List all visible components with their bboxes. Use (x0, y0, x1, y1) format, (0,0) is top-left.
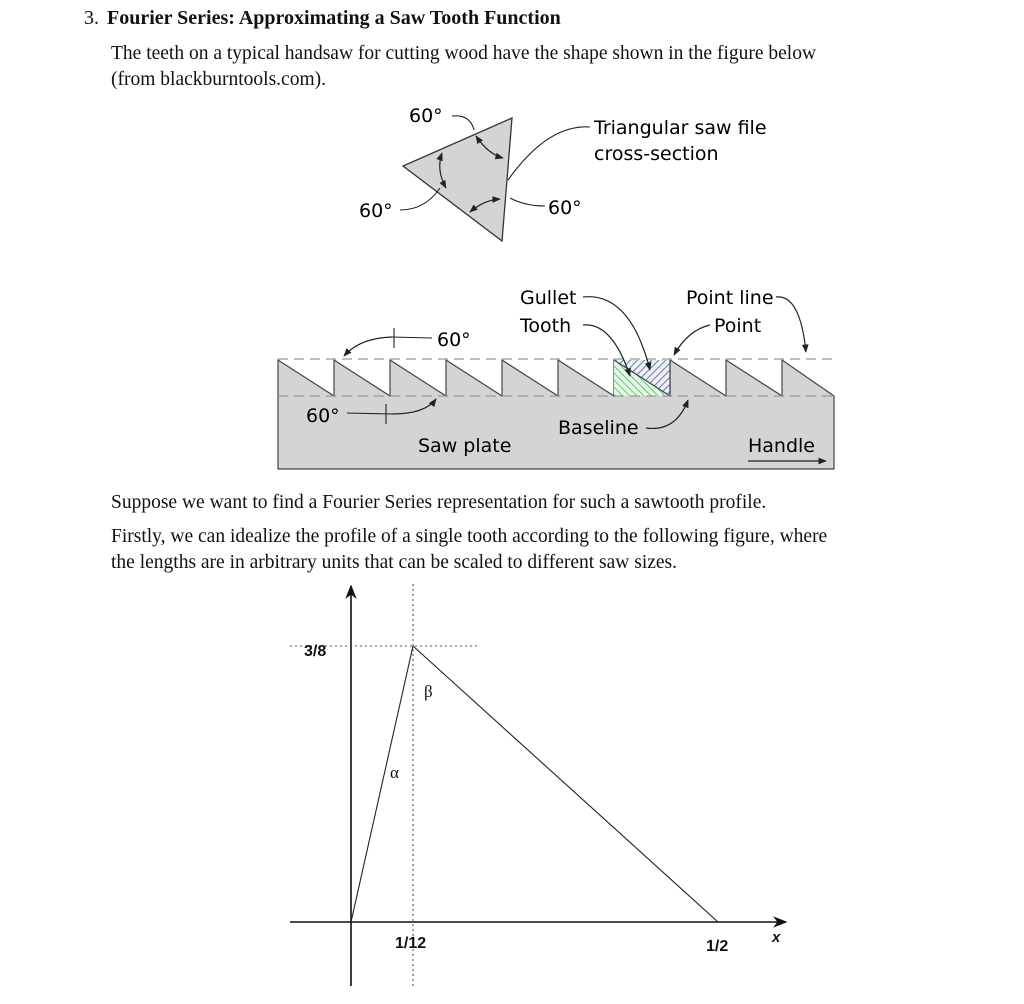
y-tick-label: 3/8 (304, 643, 327, 660)
intro-line-1: The teeth on a typical handsaw for cutting wood have the shape shown in the figure below (111, 43, 817, 64)
x-tick-end-label: 1/2 (706, 938, 729, 955)
tooth-profile-line (351, 646, 718, 922)
x-tick-peak-label: 1/12 (395, 935, 427, 952)
problem-number: 3. (84, 7, 99, 29)
x-axis-label: x (772, 929, 781, 946)
tooth-angle-bottom-label: 60° (306, 405, 340, 427)
intro-line-2: (from blackburntools.com). (111, 69, 326, 90)
suppose-paragraph: Suppose we want to find a Fourier Series representation for such a sawtooth profile. (111, 492, 767, 513)
handle-label: Handle (748, 435, 816, 457)
saw-plate-label: Saw plate (418, 435, 512, 457)
gullet-label: Gullet (520, 287, 577, 309)
baseline-label: Baseline (558, 417, 639, 439)
file-angle-right: 60° (548, 197, 582, 219)
idealize-line-2: the lengths are in arbitrary units that can be scaled to different saw sizes. (111, 552, 678, 573)
idealize-line-1: Firstly, we can idealize the profile of a single tooth according to the following figure, where (111, 526, 828, 547)
file-label-line2: cross-section (594, 143, 719, 165)
point-label: Point (714, 315, 762, 337)
file-angle-top: 60° (409, 105, 443, 127)
file-label-line1: Triangular saw file (594, 117, 767, 139)
tooth-angle-top-label: 60° (437, 329, 471, 351)
point-line-label: Point line (686, 287, 774, 309)
alpha-label: α (390, 763, 399, 782)
tooth-label: Tooth (520, 315, 572, 337)
beta-label: β (424, 682, 433, 701)
file-angle-left: 60° (359, 200, 393, 222)
problem-title: Fourier Series: Approximating a Saw Tooth Function (107, 7, 561, 29)
